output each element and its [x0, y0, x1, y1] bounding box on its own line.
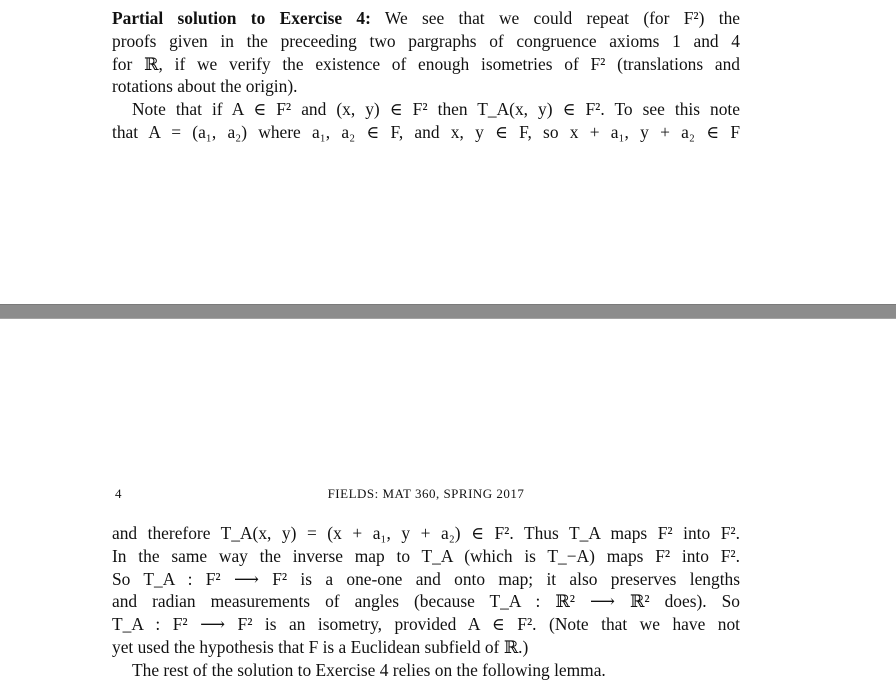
paragraph-line: that A = (a₁, a₂) where a₁, a₂ ∈ F, and x, y ∈ F, so x + a₁, y + a₂ ∈ F: [112, 121, 740, 142]
paragraph-line: In the same way the inverse map to T_A (which is T_−A) maps F² into F².: [112, 545, 740, 566]
paragraph-line: So T_A : F² ⟶ F² is a one-one and onto map; it also preserves lengths: [112, 568, 740, 589]
page-header: [112, 486, 740, 504]
bottom-page-text: [112, 522, 740, 682]
top-page-text: [112, 7, 740, 144]
paragraph-line: [112, 7, 740, 30]
paragraph-line: Note that if A ∈ F² and (x, y) ∈ F² then T_A(x, y) ∈ F². To see this note: [132, 99, 740, 120]
paragraph-line: proofs given in the preceeding two pargraphs of congruence axioms 1 and 4: [112, 30, 740, 51]
top-page: [0, 0, 896, 304]
paragraph-line: for ℝ, if we verify the existence of enough isometries of F² (translations and: [112, 53, 740, 74]
paragraph-line: yet used the hypothesis that F is a Euclidean subfield of ℝ.): [112, 636, 529, 657]
page-separator: [0, 304, 896, 319]
bottom-page: [0, 319, 896, 683]
paragraph-line: and therefore T_A(x, y) = (x + a₁, y + a₂) ∈ F². Thus T_A maps F² into F².: [112, 523, 740, 543]
paragraph-line: The rest of the solution to Exercise 4 relies on the following lemma.: [132, 659, 606, 680]
paragraph-line: T_A : F² ⟶ F² is an isometry, provided A ∈ F². (Note that we have not: [112, 614, 740, 635]
page-number: 4: [115, 486, 122, 501]
paragraph-line: and radian measurements of angles (because T_A : ℝ² ⟶ ℝ² does). So: [112, 591, 740, 612]
paragraph-line: rotations about the origin).: [112, 76, 298, 97]
running-head: FIELDS: MAT 360, SPRING 2017: [327, 486, 525, 501]
line-text: We see that we could repeat (for F²) the: [370, 8, 740, 28]
exercise-heading: Partial solution to Exercise 4:: [112, 8, 371, 28]
